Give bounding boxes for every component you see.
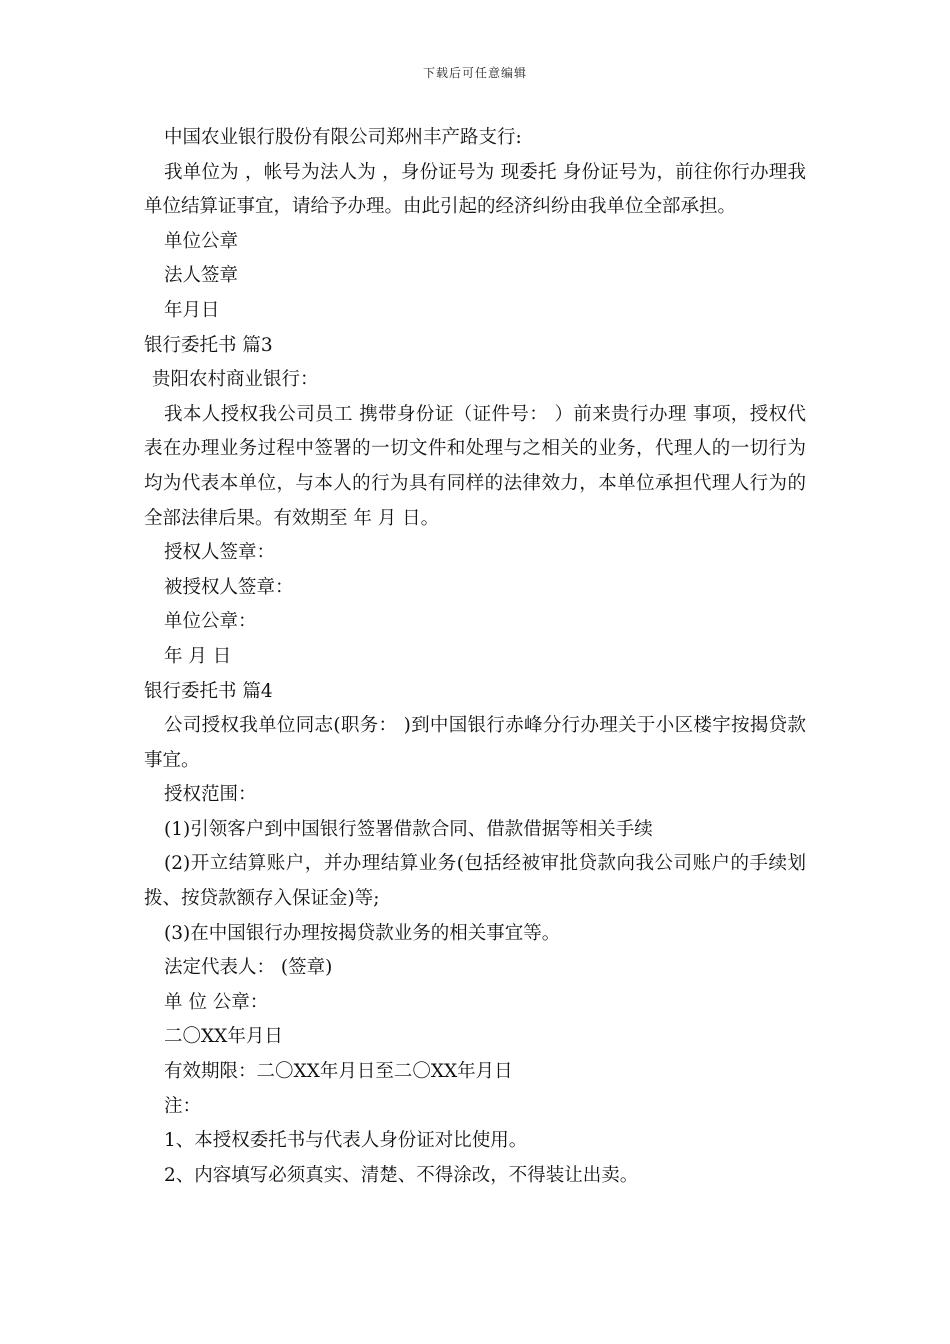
date-line: 年 月 日 — [164, 645, 232, 667]
validity-line: 有效期限：二〇XX年月日至二〇XX年月日 — [164, 1061, 513, 1083]
grantor-sign-line: 授权人签章： — [164, 542, 276, 564]
unit-seal-line: 单 位 公章： — [164, 991, 269, 1013]
unit-seal-line: 单位公章 — [164, 230, 239, 252]
grantee-sign-line: 被授权人签章： — [164, 576, 294, 598]
scope-label: 授权范围： — [164, 784, 257, 806]
list-item: (3)在中国银行办理按揭贷款业务的相关事宜等。 — [164, 922, 561, 944]
note-item: 2、内容填写必须真实、清楚、不得涂改，不得装让出卖。 — [164, 1164, 639, 1186]
body-paragraph: 公司授权我单位同志(职务： )到中国银行赤峰分行办理关于小区楼宇按揭贷款事宜。 — [144, 715, 806, 771]
legal-seal-line: 法人签章 — [164, 265, 239, 287]
note-item: 1、本授权委托书与代表人身份证对比使用。 — [164, 1130, 528, 1152]
body-paragraph: 我单位为 ，帐号为法人为 ，身份证号为 现委托 身份证号为，前往你行办理我单位结算证事宜，请给予办理。由此引起的经济纠纷由我单位全部承担。 — [144, 161, 806, 218]
legal-rep-line: 法定代表人： (签章) — [164, 957, 333, 979]
note-label: 注： — [164, 1095, 202, 1117]
unit-seal-line: 单位公章： — [164, 611, 257, 633]
date-line: 二〇XX年月日 — [164, 1026, 283, 1048]
page-header: 下载后可任意编辑 — [422, 66, 527, 80]
list-item: (1)引领客户到中国银行签署借款合同、借款借据等相关手续 — [164, 818, 653, 840]
addressee-line: 中国农业银行股份有限公司郑州丰产路支行: — [164, 127, 522, 148]
section-heading: 银行委托书 篇3 — [144, 334, 273, 356]
date-line: 年月日 — [164, 299, 220, 321]
document-body — [144, 121, 806, 1193]
body-paragraph: 我本人授权我公司员工 携带身份证（证件号： ）前来贵行办理 事项，授权代表在办理业务过程中签署的一切文件和处理与之相关的业务，代理人的一切行为均为代表本单位，与本人的行为具有同样的法律效力，本单位承担代理人行为的全部法律后果。有效期至 年 月 日。 — [144, 403, 806, 529]
section-heading: 银行委托书 篇4 — [144, 680, 273, 702]
addressee-line: 贵阳农村商业银行： — [152, 369, 319, 391]
list-item: (2)开立结算账户，并办理结算业务(包括经被审批贷款向我公司账户的手续划拨、按贷款额存入保证金)等; — [144, 853, 806, 910]
